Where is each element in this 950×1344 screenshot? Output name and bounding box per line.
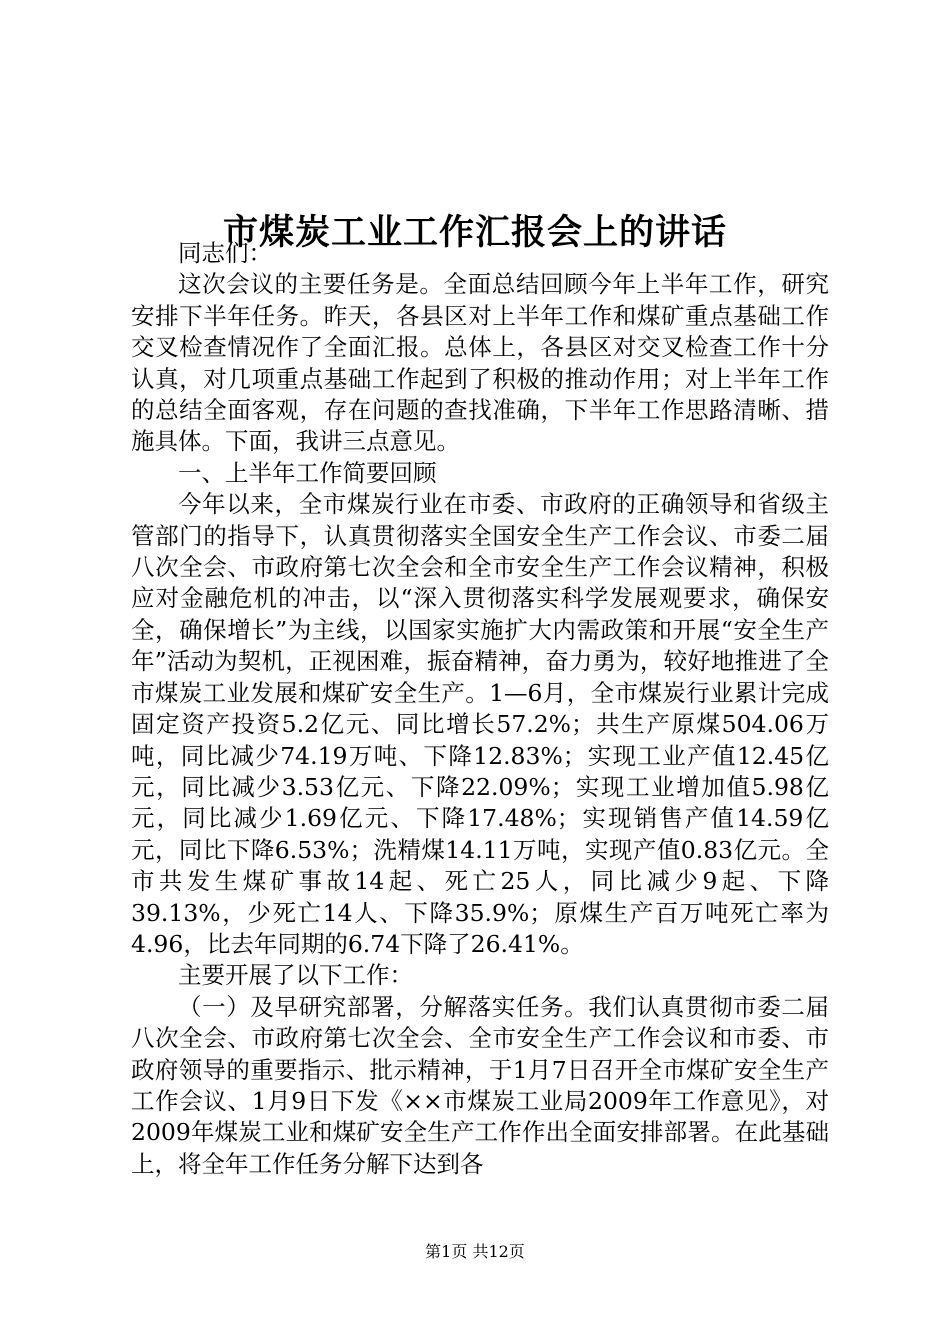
page-footer: 第1页 共12页 (425, 1242, 525, 1261)
paragraph-intro: 这次会议的主要任务是。全面总结回顾今年上半年工作，研究安排下半年任务。昨天，各县区对上半年工作和煤矿重点基础工作交叉检查情况作了全面汇报。总体上，各县区对交叉检查工作十分认真，对几项重点基础工作起到了积极的推动作用；对上半年工作的总结全面客观，存在问题的查找准确，下半年工作思路清晰、措施具体。下面，我讲三点意见。 (131, 270, 829, 456)
document-title: 市煤炭工业工作汇报会上的讲话 (222, 212, 727, 254)
salutation: 同志们： (178, 239, 272, 267)
section-heading: 一、上半年工作简要回顾 (178, 458, 437, 487)
paragraph-review: 今年以来，全市煤炭行业在市委、市政府的正确领导和省级主管部门的指导下，认真贯彻落实全国安全生产工作会议、市委二届八次全会、市政府第七次全会和全市安全生产工作会议精神，积极应对金融危机的冲击，以“深入贯彻落实科学发展观要求，确保安全，确保增长”为主线，以国家实施扩大内需政策和开展“安全生产年”活动为契机，正视困难，振奋精神，奋力勇为，较好地推进了全市煤炭工业发展和煤矿安全生产。1—6月，全市煤炭行业累计完成固定资产投资5.2亿元、同比增长57.2%；共生产原煤504.06万吨，同比减少74.19万吨、下降12.83%；实现工业产值12.45亿元，同比减少3.53亿元、下降22.09%；实现工业增加值5.98亿元，同比减少1.69亿元、下降17.48%；实现销售产值14.59亿元，同比下降6.53%；洗精煤14.11万吨，实现产值0.83亿元。全市共发生煤矿事故14起、死亡25人，同比减少9起、下降39.13%，少死亡14人、下降35.9%；原煤生产百万吨死亡率为4.96，比去年同期的6.74下降了26.41%。 (131, 490, 829, 958)
paragraph-work-intro: 主要开展了以下工作： (178, 961, 413, 990)
document-body (131, 238, 829, 1180)
paragraph-item-one: （一）及早研究部署，分解落实任务。我们认真贯彻市委二届八次全会、市政府第七次全会、全市安全生产工作会议和市委、市政府领导的重要指示、批示精神，于1月7日召开全市煤矿安全生产工作会议、1月9日下发《××市煤炭工业局2009年工作意见》，对2009年煤炭工业和煤矿安全生产工作作出全面安排部署。在此基础上，将全年工作任务分解下达到各 (131, 992, 829, 1178)
